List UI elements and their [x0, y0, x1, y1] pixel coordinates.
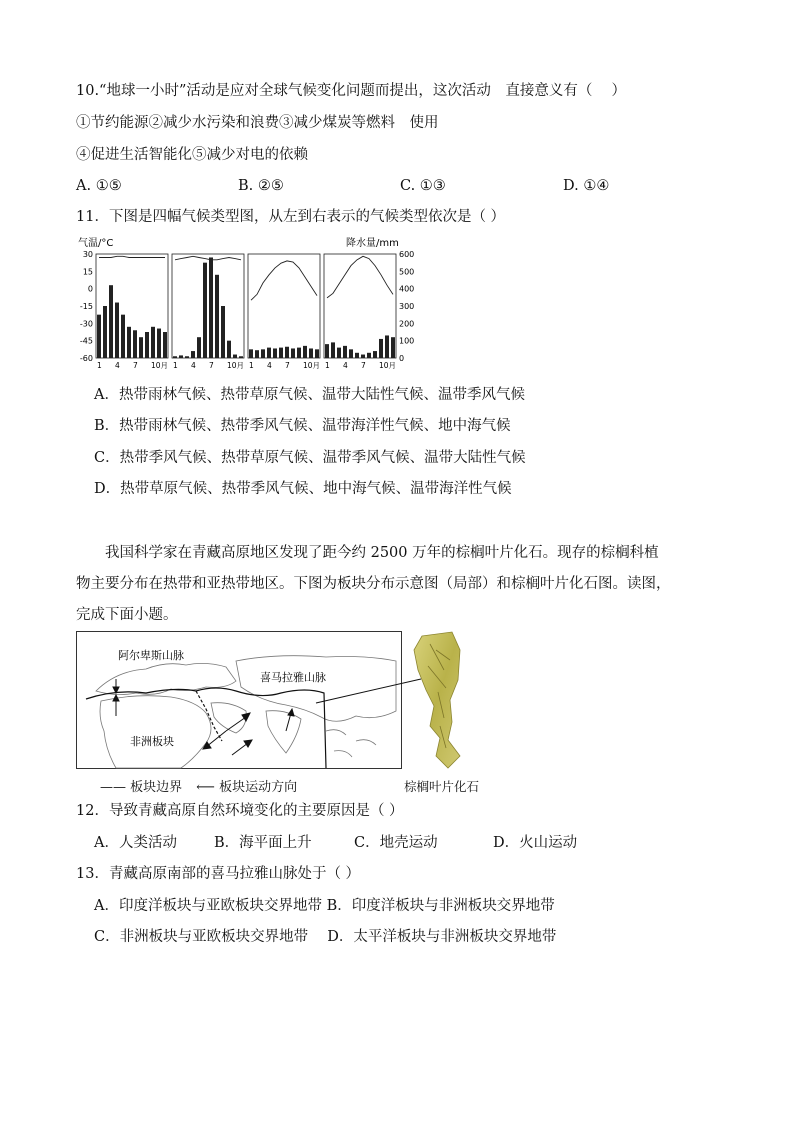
precip-bar [367, 353, 371, 358]
climate-panel-2 [172, 254, 244, 358]
precip-bar [163, 332, 167, 358]
legend-arrow-symbol: ⟵ [196, 780, 215, 795]
month-tick-label: 7 [209, 361, 214, 370]
precip-bar [337, 348, 341, 358]
precip-bar [157, 329, 161, 358]
temp-tick-label: -15 [79, 302, 93, 311]
temp-tick-label: -30 [79, 319, 93, 329]
q10-line2: ①节约能源②减少水污染和浪费③减少煤炭等燃料 使用 [76, 115, 439, 131]
precip-bar [349, 349, 353, 358]
precip-bar [309, 348, 313, 358]
q13-stem: 13．青藏高原南部的喜马拉雅山脉处于（ ） [76, 866, 361, 882]
precip-bar [373, 351, 377, 358]
precip-bar [249, 349, 253, 358]
precip-bar [267, 348, 271, 358]
passage-line-3: 完成下面小题。 [76, 607, 178, 623]
precip-bar [279, 348, 283, 358]
precip-bar [239, 356, 243, 358]
q10-option-b: B. ②⑤ [238, 178, 284, 194]
fossil-caption: 棕榈叶片化石 [404, 779, 480, 794]
precip-bar [115, 303, 119, 358]
q10-option-d: D. ①④ [563, 178, 610, 194]
precip-bar [121, 315, 125, 358]
precip-bar [291, 348, 295, 358]
precip-bar [197, 337, 201, 358]
q10-option-a: A. ①⑤ [76, 178, 122, 194]
q11-stem: 11．下图是四幅气候类型图，从左到右表示的气候类型依次是（ ） [76, 209, 506, 225]
legend-boundary-symbol: —— [100, 780, 126, 795]
precip-bar [191, 351, 195, 358]
precip-bar [315, 349, 319, 358]
q10-option-c: C. ①③ [400, 178, 446, 194]
precip-bar [385, 335, 389, 358]
precip-bar [151, 327, 155, 358]
precip-bar [215, 275, 219, 358]
month-tick-label: 10月 [227, 361, 245, 370]
month-tick-label: 10月 [303, 361, 321, 370]
precip-bar [297, 348, 301, 358]
month-tick-label: 4 [115, 361, 120, 370]
precip-bar [273, 348, 277, 358]
precip-bar [127, 327, 131, 358]
q12-option-b: B．海平面上升 [214, 835, 312, 851]
month-tick-label: 1 [325, 361, 330, 370]
precip-tick-label: 200 [399, 319, 415, 329]
q11-option-d: D．热带草原气候、热带季风气候、地中海气候、温带海洋性气候 [94, 481, 512, 497]
temp-axis-title: 气温/°C [78, 238, 114, 249]
precip-bar [133, 330, 137, 358]
label-himalaya: 喜马拉雅山脉 [260, 671, 326, 684]
month-tick-label: 7 [285, 361, 290, 370]
climate-charts [76, 234, 415, 374]
q12-stem: 12．导致青藏高原自然环境变化的主要原因是（ ） [76, 803, 404, 819]
precip-tick-label: 400 [399, 284, 415, 294]
precip-bar [233, 355, 237, 358]
q10-stem: 10.“地球一小时”活动是应对全球气候变化问题而提出，这次活动 直接意义有（ ） [76, 83, 626, 99]
q11-option-c: C．热带季风气候、热带草原气候、温带季风气候、温带大陆性气候 [94, 450, 526, 466]
precip-bar [209, 257, 213, 358]
precip-bar [103, 306, 107, 358]
q12-option-c: C．地壳运动 [354, 835, 438, 851]
reading-passage [76, 538, 716, 631]
precip-bar [139, 337, 143, 358]
temp-tick-label: 30 [82, 250, 93, 259]
q13-options-row2: C．非洲板块与亚欧板块交界地带 D．太平洋板块与非洲板块交界地带 [94, 929, 557, 945]
temp-tick-label: -60 [79, 354, 93, 363]
temp-curve [99, 256, 165, 257]
month-tick-label: 1 [249, 361, 254, 370]
legend-boundary-label: 板块边界 [130, 780, 183, 795]
precip-bar [379, 339, 383, 358]
q11-option-a: A．热带雨林气候、热带草原气候、温带大陆性气候、温带季风气候 [94, 387, 525, 403]
precip-bar [255, 350, 259, 358]
precip-bar [343, 346, 347, 358]
precip-bar [355, 353, 359, 358]
precip-bar [185, 356, 189, 358]
q13-options-row1: A．印度洋板块与亚欧板块交界地带 B．印度洋板块与非洲板块交界地带 [94, 898, 555, 914]
month-tick-label: 4 [267, 361, 272, 370]
precip-bar [303, 346, 307, 358]
temp-tick-label: 0 [87, 284, 93, 294]
precip-tick-label: 100 [399, 336, 415, 346]
precip-bar [227, 341, 231, 358]
palm-leaf-fossil-image [400, 630, 480, 770]
precip-axis-title: 降水量/mm [346, 238, 399, 249]
passage-line-1: 我国科学家在青藏高原地区发现了距今约 2500 万年的棕榈叶片化石。现存的棕榈科植 [76, 545, 659, 561]
map-legend [100, 776, 297, 795]
precip-bar [179, 355, 183, 358]
month-tick-label: 7 [133, 361, 138, 370]
month-tick-label: 4 [191, 361, 196, 370]
month-tick-label: 7 [361, 361, 366, 370]
q12-option-d: D．火山运动 [493, 835, 578, 851]
precip-bar [203, 263, 207, 358]
climate-panel-4 [324, 254, 396, 358]
precip-bar [285, 347, 289, 358]
passage-line-2: 物主要分布在热带和亚热带地区。下图为板块分布示意图（局部）和棕榈叶片化石图。读图， [76, 576, 671, 592]
month-tick-label: 1 [97, 361, 102, 370]
month-tick-label: 10月 [379, 361, 397, 370]
precip-bar [173, 356, 177, 358]
precip-tick-label: 300 [399, 302, 415, 311]
precip-bar [97, 315, 101, 358]
precip-bar [221, 306, 225, 358]
precip-tick-label: 500 [399, 267, 415, 277]
temp-curve [251, 261, 317, 300]
temp-curve [175, 256, 241, 260]
climate-panel-3 [248, 254, 320, 358]
month-tick-label: 1 [173, 361, 178, 370]
precip-bar [361, 355, 365, 358]
month-tick-label: 10月 [151, 361, 169, 370]
precip-tick-label: 0 [399, 354, 405, 363]
precip-tick-label: 600 [399, 250, 415, 259]
label-africa-plate: 非洲板块 [130, 735, 174, 748]
temp-tick-label: 15 [82, 267, 93, 277]
legend-motion-label: 板块运动方向 [219, 780, 298, 795]
precip-bar [391, 337, 395, 358]
temp-curve [327, 256, 393, 298]
temp-tick-label: -45 [79, 336, 93, 346]
precip-bar [261, 349, 265, 358]
precip-bar [331, 342, 335, 358]
precip-bar [145, 332, 149, 358]
q10-line3: ④促进生活智能化⑤减少对电的依赖 [76, 147, 308, 163]
plate-map [76, 631, 402, 769]
month-tick-label: 4 [343, 361, 348, 370]
precip-bar [109, 285, 113, 358]
precip-bar [325, 344, 329, 358]
label-alps: 阿尔卑斯山脉 [118, 649, 184, 662]
q12-option-a: A．人类活动 [94, 835, 177, 851]
climate-panel-1 [96, 254, 168, 358]
q11-option-b: B．热带雨林气候、热带季风气候、温带海洋性气候、地中海气候 [94, 418, 511, 434]
